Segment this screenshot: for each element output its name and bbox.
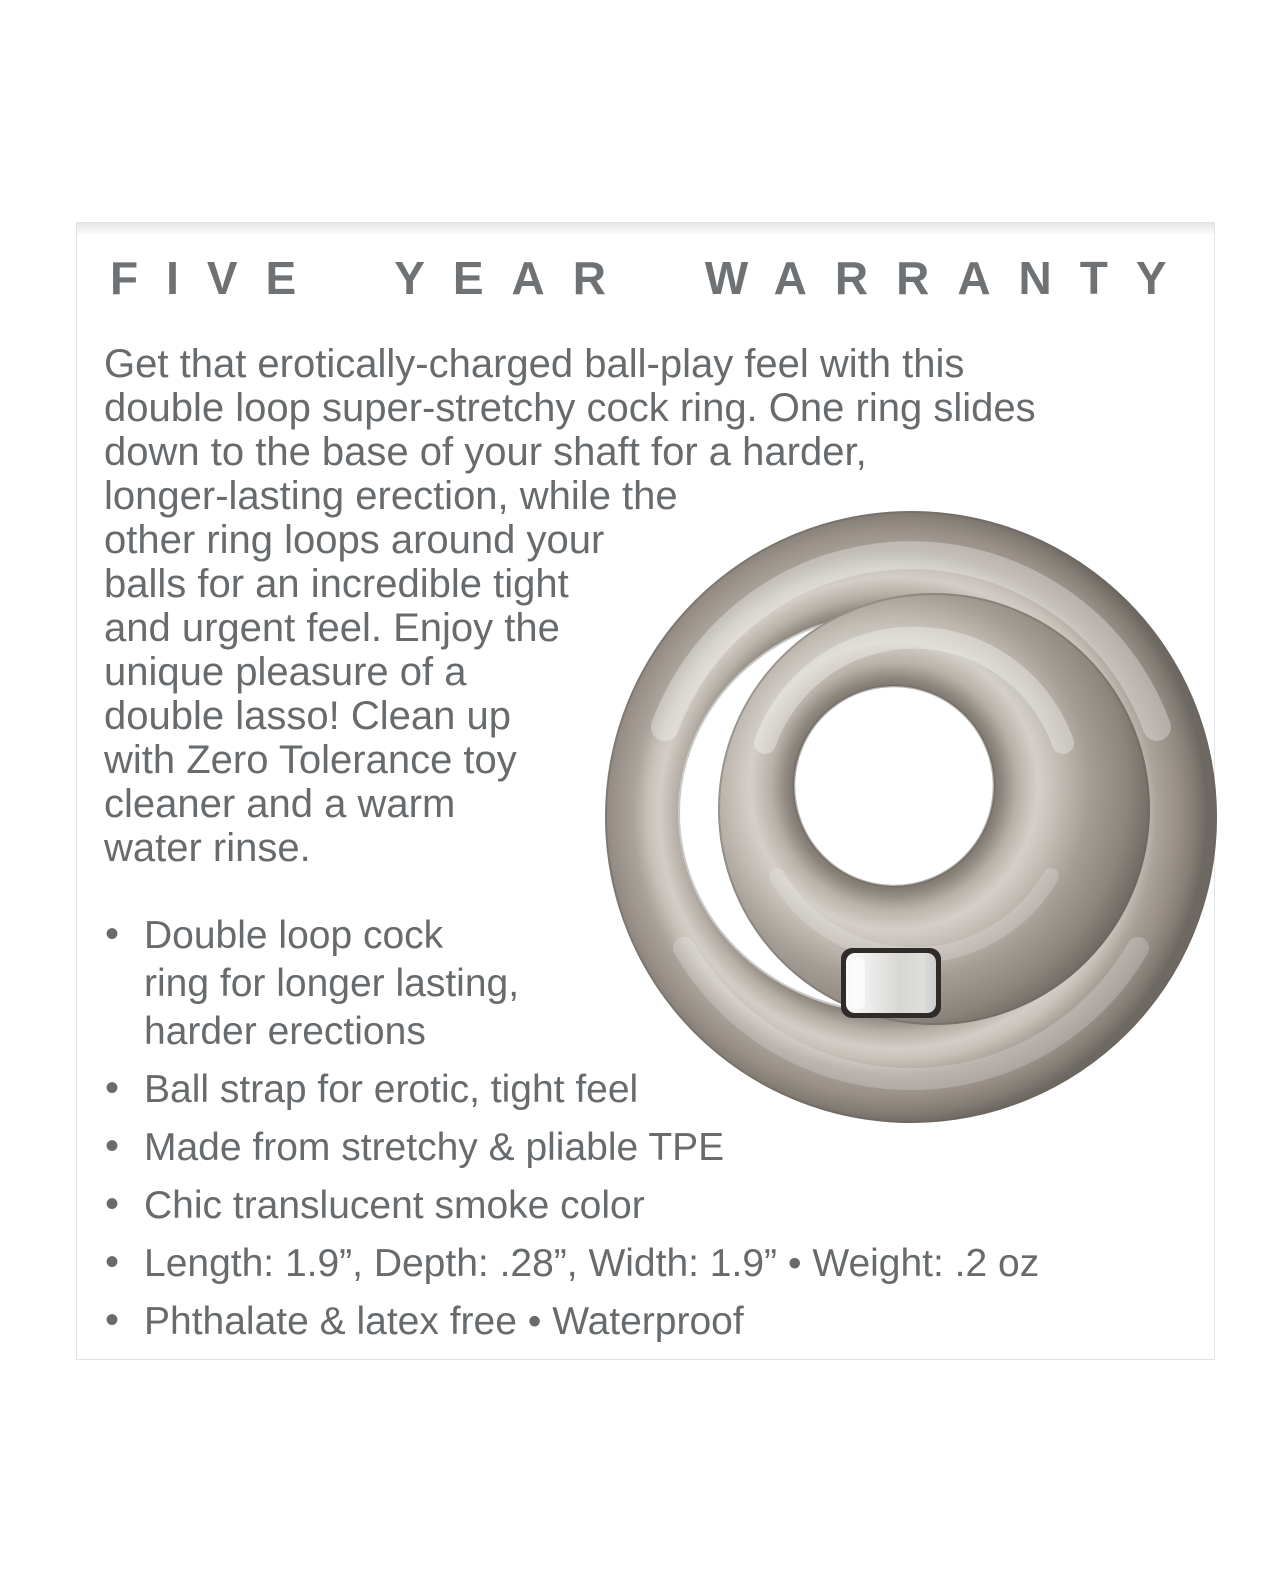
bullet-icon: • [105, 1240, 120, 1284]
feature-item [104, 1240, 1039, 1288]
feature-item [104, 912, 1039, 1056]
feature-item [104, 1066, 1039, 1114]
warranty-info-card [76, 222, 1215, 1360]
feature-line: Double loop cock [144, 914, 444, 957]
description-line: balls for an incredible tight [104, 562, 569, 606]
feature-line: Made from stretchy & pliable TPE [144, 1126, 725, 1169]
bullet-icon: • [105, 1124, 120, 1168]
bullet-icon: • [105, 1182, 120, 1226]
bullet-icon: • [105, 912, 120, 956]
bullet-icon: • [105, 1066, 120, 1110]
description-line: Get that erotically-charged ball-play feel with this [104, 342, 965, 386]
feature-line: Chic translucent smoke color [144, 1184, 645, 1227]
feature-item [104, 1182, 1039, 1230]
description-line: double loop super-stretchy cock ring. One ring slides [104, 386, 1036, 430]
description-line: and urgent feel. Enjoy the [104, 606, 560, 650]
feature-line: Length: 1.9”, Depth: .28”, Width: 1.9” • Weight: .2 oz [144, 1242, 1040, 1285]
feature-item [104, 1298, 1039, 1346]
feature-line: Ball strap for erotic, tight feel [144, 1068, 639, 1111]
feature-list [104, 912, 1039, 1356]
feature-item [104, 1124, 1039, 1172]
description-line: cleaner and a warm [104, 782, 456, 826]
card-top-shadow [77, 223, 1214, 236]
description-line: longer-lasting erection, while the [104, 474, 678, 518]
warranty-headline: FIVE YEAR WARRANTY [110, 252, 1195, 304]
description-line: other ring loops around your [104, 518, 605, 562]
description-line: with Zero Tolerance toy [104, 738, 517, 782]
feature-line: harder erections [144, 1010, 426, 1053]
description-line: unique pleasure of a [104, 650, 467, 694]
description-line: water rinse. [104, 826, 311, 870]
description-line: down to the base of your shaft for a harder, [104, 430, 867, 474]
feature-line: Phthalate & latex free • Waterproof [144, 1300, 744, 1343]
bullet-icon: • [105, 1298, 120, 1342]
feature-line: ring for longer lasting, [144, 962, 520, 1005]
description-line: double lasso! Clean up [104, 694, 511, 738]
